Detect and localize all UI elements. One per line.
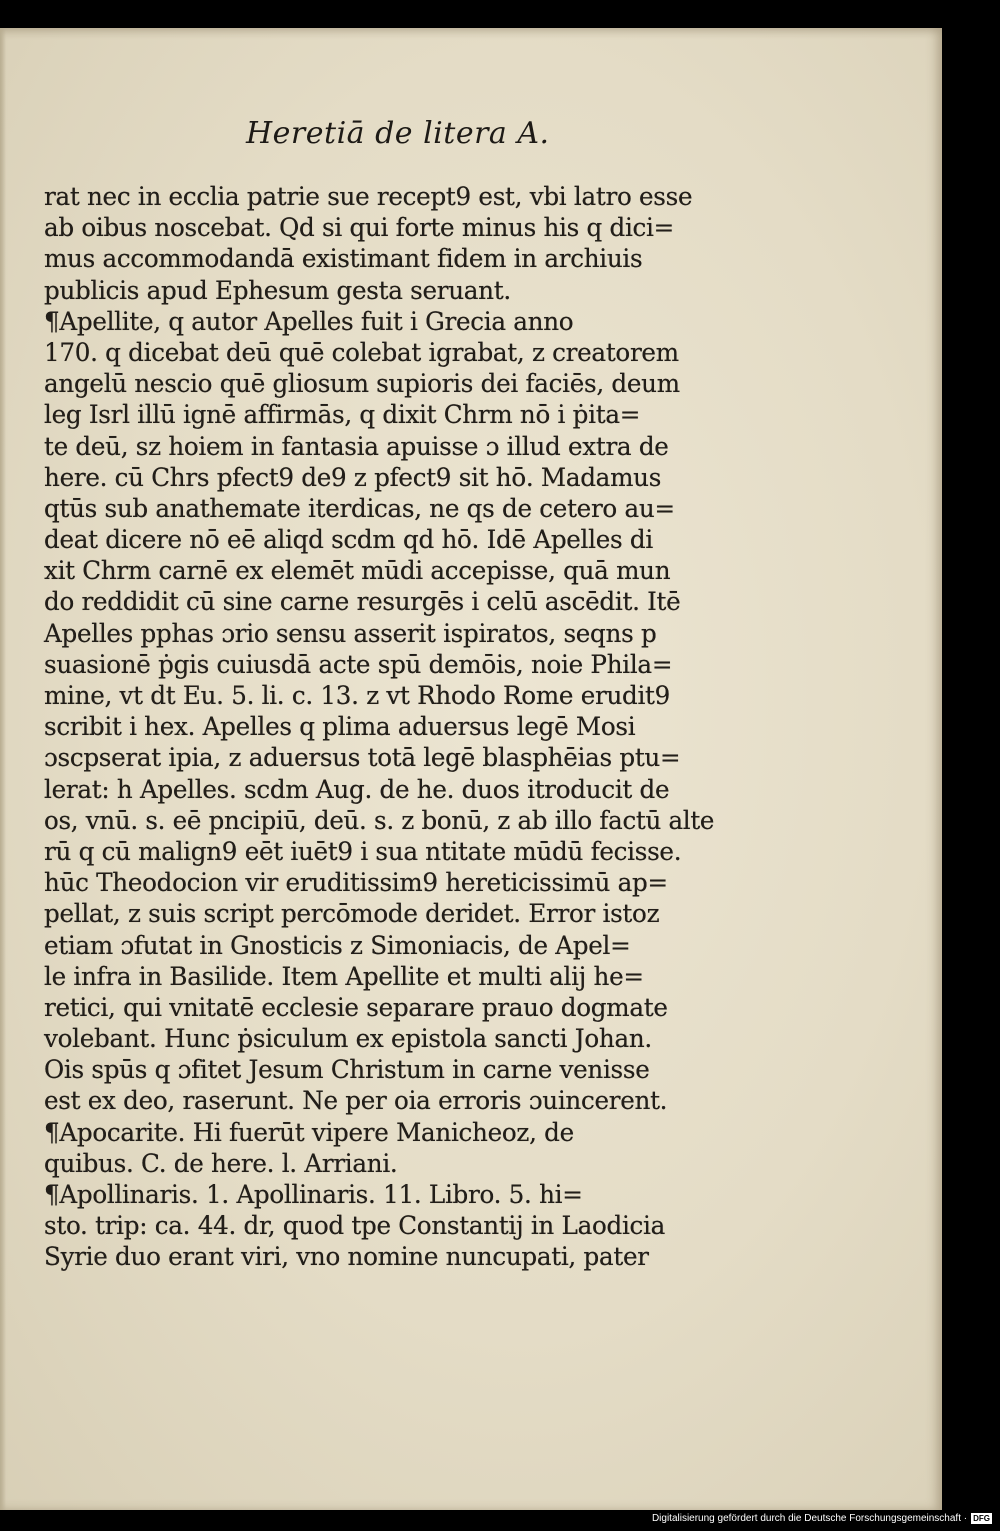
text-line: rat nec in ecclia patrie sue recept9 est, vbi latro esse [44,182,693,211]
text-line: sto. trip: ca. 44. dr, quod tpe Constantij in Laodicia [44,1211,666,1241]
text-line: publicis apud Ephesum gesta seruant. [44,275,511,305]
footer-credit-text: Digitalisierung gefördert durch die Deutsche Forschungsgemeinschaft · [651,1512,968,1524]
text-line: est ex deo, raserunt. Ne per oia erroris ɔuincerent. [44,1086,668,1116]
text-line: scribit i hex. Apelles q plima aduersus legē Mosi [44,712,636,742]
text-line: retici, qui vnitatē ecclesie separare prauo dogmate [44,992,668,1022]
digitization-footer [652,1511,992,1525]
text-line: ¶Apellite, q autor Apelles fuit i Grecia anno [44,306,574,336]
text-line: leg Isrl illū ignē affirmās, q dixit Chrm nō i ṗita= [44,400,641,430]
text-line: volebant. Hunc ṗsiculum ex epistola sancti Johan. [44,1024,652,1054]
body-text [44,181,724,1273]
text-line: suasionē ṗgis cuiusdā acte spū demōis, noie Phila= [44,649,673,679]
text-line: angelū nescio quē gliosum supioris dei faciēs, deum [44,369,680,399]
text-line: deat dicere nō eē aliqd scdm qd hō. Idē Apelles di [44,525,653,555]
text-line: le infra in Basilide. Item Apellite et multi alij he= [44,961,644,991]
book-page [0,28,942,1510]
text-line: here. cū Chrs pfect9 de9 z pfect9 sit hō. Madamus [44,462,662,492]
text-line: etiam ɔfutat in Gnosticis z Simoniacis, de Apel= [44,930,631,960]
text-line: quibus. C. de here. l. Arriani. [44,1148,398,1178]
text-line: 170. q dicebat deū quē colebat igrabat, z creatorem [44,337,679,367]
text-line: mus accommodandā existimant fidem in archiuis [44,244,643,274]
text-line: Apelles pphas ɔrio sensu asserit ispiratos, seqns p [44,618,657,648]
text-line: pellat, z suis script percōmode deridet. Error istoz [44,899,660,929]
text-line: Syrie duo erant viri, vno nomine nuncupati, pater [44,1242,649,1272]
text-line: Ois spūs q ɔfitet Jesum Christum in carne venisse [44,1055,650,1085]
text-line: ɔscpserat ipia, z aduersus totā legē blasphēias ptu= [44,743,681,773]
dfg-logo: DFG [973,1513,990,1523]
text-line: mine, vt dt Eu. 5. li. c. 13. z vt Rhodo Rome erudit9 [44,681,671,710]
text-line: lerat: h Apelles. scdm Aug. de he. duos itroducit de [44,774,670,804]
text-line: hūc Theodocion vir eruditissim9 hereticissimū ap= [44,868,668,898]
running-head: Heretiā de litera A. [246,116,550,151]
text-line: ab oibus noscebat. Qd si qui forte minus his q dici= [44,213,674,243]
text-line: rū q cū malign9 eēt iuēt9 i sua ntitate mūdū fecisse. [44,836,682,866]
text-line: ¶Apocarite. Hi fuerūt vipere Manicheoz, de [44,1117,574,1147]
text-line: do reddidit cū sine carne resurgēs i celū ascēdit. Itē [44,587,681,617]
text-line: ¶Apollinaris. 1. Apollinaris. 11. Libro. 5. hi= [44,1180,583,1209]
text-line: te deū, sz hoiem in fantasia apuisse ɔ illud extra de [44,431,669,461]
text-line: xit Chrm carnē ex elemēt mūdi accepisse, quā mun [44,556,671,586]
page-gutter-shadow [0,28,6,1510]
text-line: qtūs sub anathemate iterdicas, ne qs de cetero au= [44,493,675,523]
text-line: os, vnū. s. eē pncipiū, deū. s. z bonū, z ab illo factū alte [44,805,715,835]
